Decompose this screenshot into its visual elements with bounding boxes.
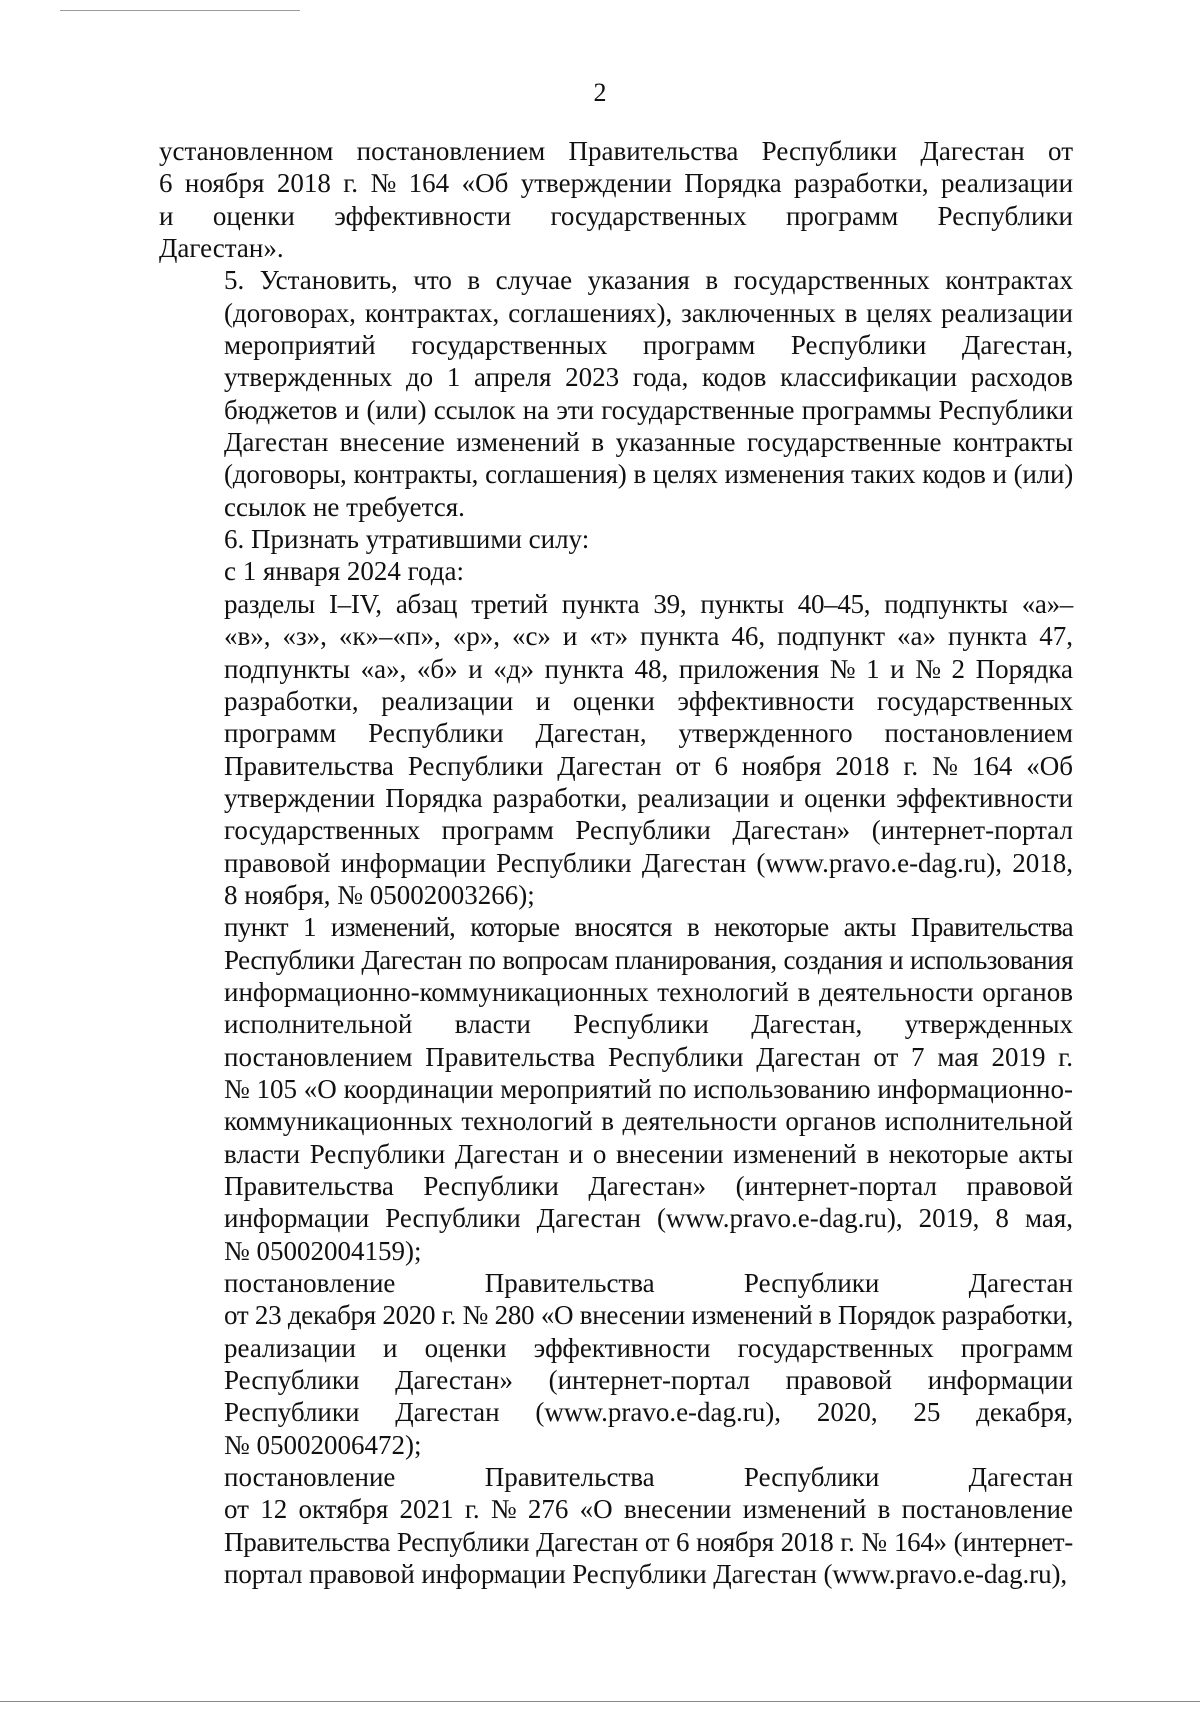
text-line: Дагестан». [159,233,284,264]
text-line: государственных программ Республики Дагестан» (интернет-портал [224,815,1074,846]
text-line: разделы I–IV, абзац третий пункта 39, пункты 40–45, подпункты «а»– [224,588,1073,619]
text-line: мероприятий государственных программ Республики Дагестан, [224,330,1074,361]
text-line: разработки, реализации и оценки эффективности государственных [224,685,1074,716]
text-line: правовой информации Республики Дагестан (www.pravo.e-dag.ru), 2018, [224,847,1073,878]
paragraph-p5 [159,588,1073,911]
text-line: реализации и оценки эффективности государственных программ [224,1332,1074,1363]
text-line: программ Республики Дагестан, утвержденного постановлением [224,718,1073,749]
text-line: бюджетов и (или) ссылок на эти государственные программы Республики [224,394,1073,425]
text-line: портал правовой информации Республики Дагестан (www.pravo.e-dag.ru), [224,1559,1068,1590]
text-line: (договоры, контракты, соглашения) в целях изменения таких кодов и (или) [224,459,1073,490]
paragraph-p2 [159,264,1073,523]
text-line: установленном постановлением Правительства Республики Дагестан от [159,136,1073,166]
text-line: исполнительной власти Республики Дагестан, утвержденных [224,1009,1073,1040]
text-line: 6 ноября 2018 г. № 164 «Об утверждении Порядка разработки, реализации [159,168,1074,199]
text-line: коммуникационных технологий в деятельности органов исполнительной [224,1106,1073,1137]
text-line: (договорах, контрактах, соглашениях), заключенных в целях реализации [224,297,1073,328]
paragraph-p7 [159,1267,1073,1461]
document-body [159,135,1073,1590]
text-line: утверждении Порядка разработки, реализации и оценки эффективности [224,782,1074,813]
text-line: 6. Признать утратившими силу: [224,524,590,555]
paragraph-p3 [159,523,1073,555]
paragraph-p8 [159,1461,1073,1590]
page-number: 2 [593,78,607,107]
text-line: «в», «з», «к»–«п», «р», «с» и «т» пункта 46, подпункт «а» пункта 47, [224,621,1073,652]
text-line: информации Республики Дагестан (www.pravo.e-dag.ru), 2019, 8 мая, [224,1203,1074,1234]
text-line: Правительства Республики Дагестан от 6 ноября 2018 г. № 164 «Об [224,750,1074,781]
text-line: Правительства Республики Дагестан» (интернет-портал правовой [224,1171,1074,1201]
text-line: Правительства Республики Дагестан от 6 ноября 2018 г. № 164» (интернет- [224,1526,1073,1557]
text-line: Республики Дагестан по вопросам планирования, создания и использования [224,944,1073,975]
scan-edge-bottom [0,1701,1200,1702]
text-line: информационно-коммуникационных технологий в деятельности органов [224,976,1073,1007]
text-line: Республики Дагестан (www.pravo.e-dag.ru), 2020, 25 декабря, [224,1397,1073,1428]
text-line: подпункты «а», «б» и «д» пункта 48, приложения № 1 и № 2 Порядка [224,653,1073,684]
text-line: и оценки эффективности государственных программ Республики [159,200,1074,231]
paragraph-p6 [159,911,1073,1267]
text-line: утвержденных до 1 апреля 2023 года, кодов классификации расходов [224,362,1073,393]
text-line: № 105 «О координации мероприятий по использованию информационно- [224,1073,1073,1104]
text-line: Дагестан внесение изменений в указанные государственные контракты [224,427,1073,458]
text-line: постановление Правительства Республики Дагестан [224,1268,1073,1299]
text-line: 5. Установить, что в случае указания в государственных контрактах [224,265,1073,296]
text-line: ссылок не требуется. [224,491,465,522]
text-line: № 05002006472); [224,1429,422,1460]
text-line: с 1 января 2024 года: [224,556,464,587]
paragraph-p1 [159,135,1073,264]
paragraph-p4 [159,555,1073,587]
text-line: пункт 1 изменений, которые вносятся в некоторые акты Правительства [224,912,1073,943]
text-line: постановление Правительства Республики Дагестан [224,1462,1073,1493]
text-line: Республики Дагестан» (интернет-портал правовой информации [224,1365,1073,1396]
scan-edge-top [60,10,300,11]
text-line: власти Республики Дагестан и о внесении изменений в некоторые акты [224,1138,1073,1169]
text-line: от 12 октября 2021 г. № 276 «О внесении изменений в постановление [224,1494,1073,1525]
text-line: от 23 декабря 2020 г. № 280 «О внесении изменений в Порядок разработки, [224,1300,1073,1331]
text-line: 8 ноября, № 05002003266); [224,879,535,910]
text-line: № 05002004159); [224,1235,422,1266]
text-line: постановлением Правительства Республики Дагестан от 7 мая 2019 г. [224,1041,1074,1072]
